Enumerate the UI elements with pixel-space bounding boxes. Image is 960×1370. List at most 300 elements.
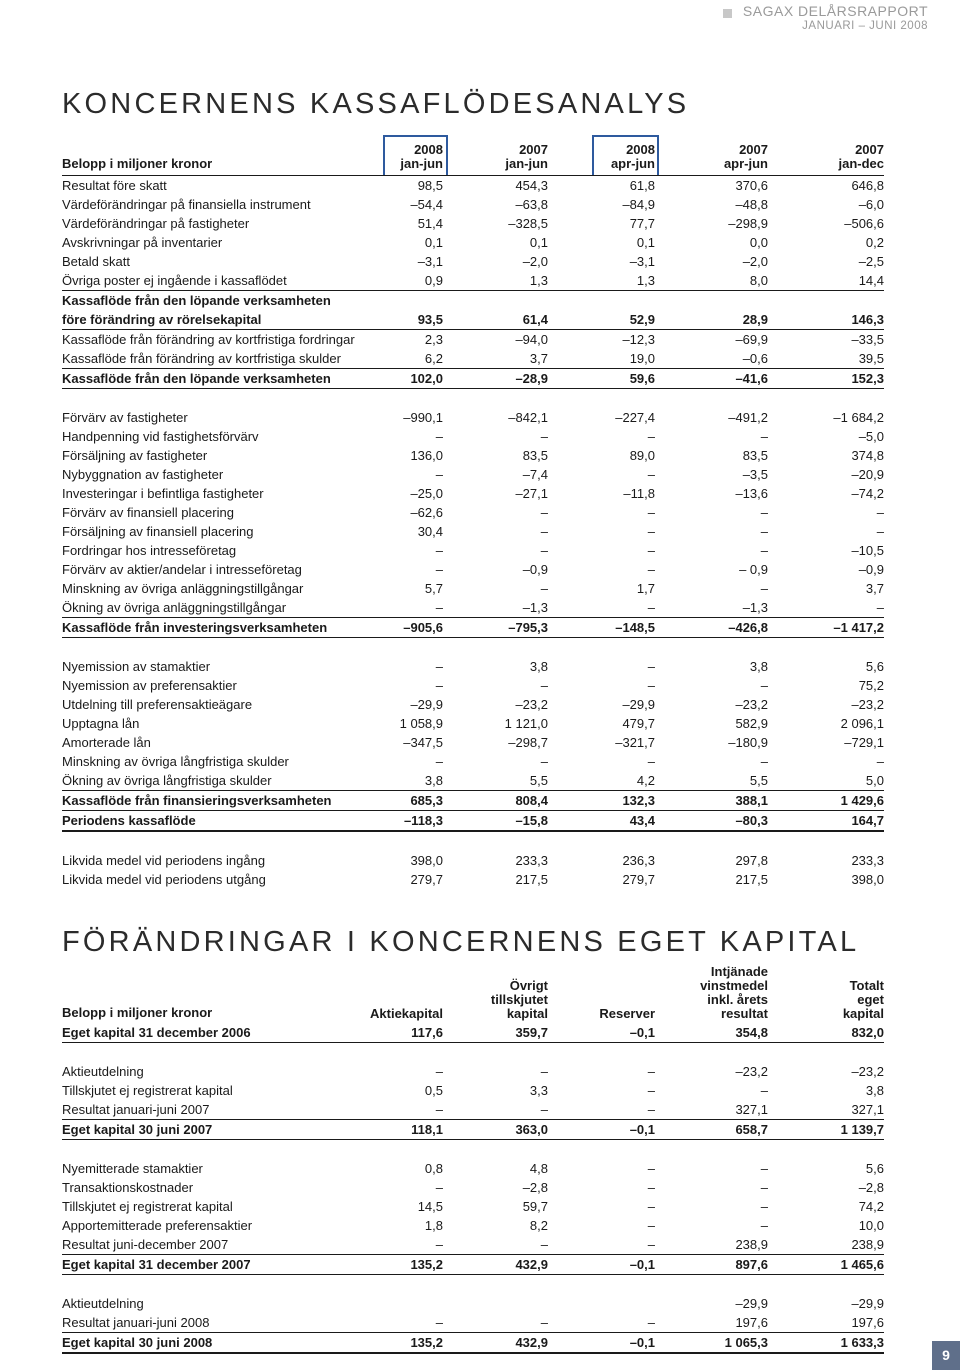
cf-cell-col3: – — [647, 562, 655, 577]
cf-cell-col5: 0,2 — [865, 235, 884, 250]
cf-cell-col3: – — [647, 505, 655, 520]
cf-cell-col2: –63,8 — [515, 197, 548, 212]
equity-column-header-line: kapital — [506, 1006, 548, 1021]
cf-row-label: Kassaflöde från förändring av kortfristiga fordringar — [62, 332, 355, 347]
cf-cell-col2: 1 121,0 — [504, 716, 548, 731]
page-number: 9 — [942, 1347, 950, 1363]
cf-cell-col4: – — [760, 429, 768, 444]
cf-cell-col2: – — [540, 429, 548, 444]
cf-cell-col1: – — [435, 600, 443, 615]
cf-row — [62, 195, 884, 214]
eq-cell-col5: 1 465,6 — [840, 1257, 884, 1272]
cf-row-label: Resultat före skatt — [62, 178, 167, 193]
cf-cell-col5: –2,5 — [858, 254, 884, 269]
cf-row-label: Nyemission av stamaktier — [62, 659, 211, 674]
eq-row — [62, 1313, 884, 1333]
cf-cell-col5: 146,3 — [851, 312, 884, 327]
eq-cell-col5: 10,0 — [858, 1218, 884, 1233]
eq-cell-col3: – — [647, 1161, 655, 1176]
cf-row-label: före förändring av rörelsekapital — [62, 312, 262, 327]
cf-cell-col5: 75,2 — [858, 678, 884, 693]
equity-column-header-line: Intjänade — [710, 964, 768, 979]
eq-cell-col4: 238,9 — [735, 1237, 768, 1252]
eq-cell-col5: 197,6 — [851, 1315, 884, 1330]
column-year: 2007 — [855, 142, 884, 157]
cf-cell-col2: –795,3 — [508, 620, 548, 635]
cf-cell-col2: – — [540, 524, 548, 539]
cashflow-unit-label: Belopp i miljoner kronor — [62, 156, 213, 171]
cf-cell-col4: 3,8 — [749, 659, 768, 674]
cf-cell-col1: –29,9 — [410, 697, 443, 712]
cf-cell-col4: 0,0 — [749, 235, 768, 250]
cf-row-label: Utdelning till preferensaktieägare — [62, 697, 253, 712]
eq-cell-col4: 354,8 — [735, 1025, 768, 1040]
eq-cell-col4: 1 065,3 — [724, 1335, 768, 1350]
cf-row — [62, 714, 884, 733]
eq-cell-col3: – — [647, 1315, 655, 1330]
equity-column-header — [843, 979, 884, 1021]
eq-cell-col2: 3,3 — [529, 1083, 548, 1098]
cf-cell-col4: – 0,9 — [739, 562, 768, 577]
cf-cell-col4: –2,0 — [742, 254, 768, 269]
cf-row — [62, 791, 884, 811]
cf-cell-col4: –48,8 — [735, 197, 768, 212]
cf-cell-col4: –69,9 — [735, 332, 768, 347]
cf-cell-col1: –347,5 — [403, 735, 443, 750]
cf-row — [62, 503, 884, 522]
cf-cell-col2: –27,1 — [515, 486, 548, 501]
eq-cell-col1: 135,2 — [410, 1257, 443, 1272]
cf-cell-col5: –20,9 — [851, 467, 884, 482]
cf-cell-col1: 51,4 — [417, 216, 443, 231]
cf-row — [62, 579, 884, 598]
cf-cell-col5: –33,5 — [851, 332, 884, 347]
cf-cell-col2: –0,9 — [522, 562, 548, 577]
cf-row — [62, 427, 884, 446]
cf-cell-col1: 98,5 — [417, 178, 443, 193]
cf-cell-col2: 3,8 — [529, 659, 548, 674]
equity-column-header — [599, 1007, 655, 1021]
equity-column-header-line: vinstmedel — [700, 978, 768, 993]
column-period: jan-jun — [400, 156, 443, 171]
equity-column-header-line: inkl. årets — [707, 992, 768, 1007]
cf-cell-col4: 582,9 — [735, 716, 768, 731]
cf-cell-col3: 479,7 — [622, 716, 655, 731]
cf-row — [62, 752, 884, 771]
cf-cell-col5: –10,5 — [851, 543, 884, 558]
cf-row — [62, 733, 884, 752]
column-year: 2007 — [519, 142, 548, 157]
cf-cell-col5: –729,1 — [844, 735, 884, 750]
cf-cell-col2: 61,4 — [522, 312, 548, 327]
eq-cell-col4: –29,9 — [735, 1296, 768, 1311]
eq-cell-col1: 118,1 — [411, 1122, 443, 1137]
cf-row-label: Värdeförändringar på fastigheter — [62, 216, 250, 231]
cf-cell-col2: –1,3 — [522, 600, 548, 615]
cf-cell-col4: –41,6 — [735, 371, 768, 386]
cf-row — [62, 676, 884, 695]
cf-cell-col3: – — [647, 429, 655, 444]
eq-row-label: Eget kapital 30 juni 2008 — [62, 1335, 213, 1350]
eq-cell-col3: – — [647, 1180, 655, 1195]
cf-cell-col1: – — [435, 467, 443, 482]
cf-cell-col3: 236,3 — [622, 853, 655, 868]
page-number-badge — [932, 1341, 960, 1370]
cf-cell-col2: – — [540, 543, 548, 558]
cf-row-label: Betald skatt — [62, 254, 130, 269]
column-period: jan-dec — [838, 156, 884, 171]
cf-cell-col5: 374,8 — [851, 448, 884, 463]
eq-cell-col2: 4,8 — [529, 1161, 548, 1176]
cashflow-column-header — [505, 143, 548, 171]
cf-cell-col2: 808,4 — [515, 793, 548, 808]
cf-cell-col5: –6,0 — [858, 197, 884, 212]
cf-cell-col3: 19,0 — [629, 351, 655, 366]
equity-column-header-line: Totalt — [849, 978, 884, 993]
eq-cell-col1: 0,5 — [424, 1083, 443, 1098]
cf-row — [62, 598, 884, 618]
equity-header — [62, 963, 884, 1021]
cf-cell-col3: 132,3 — [622, 793, 655, 808]
cf-cell-col4: –80,3 — [735, 813, 768, 828]
eq-cell-col3: – — [647, 1064, 655, 1079]
cf-cell-col4: –180,9 — [728, 735, 768, 750]
eq-cell-col4: 658,7 — [735, 1122, 768, 1137]
cf-cell-col2: –842,1 — [508, 410, 548, 425]
eq-cell-col1: – — [435, 1064, 443, 1079]
cf-cell-col5: –1 684,2 — [833, 410, 884, 425]
cf-cell-col3: 61,8 — [629, 178, 655, 193]
cf-cell-col4: –0,6 — [742, 351, 768, 366]
eq-cell-col1: – — [435, 1315, 443, 1330]
eq-cell-col4: 197,6 — [735, 1315, 768, 1330]
column-period: jan-jun — [505, 156, 548, 171]
eq-row — [62, 1255, 884, 1275]
cf-cell-col4: – — [760, 581, 768, 596]
eq-cell-col4: – — [760, 1161, 768, 1176]
cf-row-label: Ökning av övriga anläggningstillgångar — [62, 600, 287, 615]
cf-cell-col1: –3,1 — [417, 254, 443, 269]
cf-cell-col2: – — [540, 678, 548, 693]
cf-cell-col4: – — [760, 678, 768, 693]
eq-row-label: Resultat juni-december 2007 — [62, 1237, 229, 1252]
cf-row-label: Kassaflöde från finansieringsverksamheten — [62, 793, 332, 808]
cf-row-label: Minskning av övriga långfristiga skulder — [62, 754, 289, 769]
cf-cell-col2: –15,8 — [515, 813, 548, 828]
cf-cell-col3: – — [647, 467, 655, 482]
cf-cell-col1: – — [435, 754, 443, 769]
cf-cell-col5: 5,6 — [865, 659, 884, 674]
cf-row — [62, 695, 884, 714]
equity-column-header-line: Reserver — [599, 1006, 655, 1021]
cf-cell-col3: 279,7 — [622, 872, 655, 887]
cf-cell-col3: –11,8 — [623, 486, 655, 501]
equity-table — [62, 1023, 884, 1354]
cashflow-column-header — [724, 143, 768, 171]
eq-cell-col3: –0,1 — [629, 1122, 655, 1137]
equity-column-header-line: resultat — [721, 1006, 768, 1021]
eq-cell-col4: 897,6 — [735, 1257, 768, 1272]
cf-cell-col4: 28,9 — [742, 312, 768, 327]
cf-row — [62, 330, 884, 349]
cf-cell-col5: 14,4 — [858, 273, 884, 288]
eq-cell-col5: 5,6 — [865, 1161, 884, 1176]
cf-cell-col3: – — [647, 678, 655, 693]
eq-cell-col2: 59,7 — [522, 1199, 548, 1214]
eq-cell-col2: – — [540, 1315, 548, 1330]
cf-cell-col1: –905,6 — [403, 620, 443, 635]
eq-row-label: Transaktionskostnader — [62, 1180, 194, 1195]
cf-cell-col1: – — [435, 678, 443, 693]
cf-row — [62, 811, 884, 832]
eq-cell-col1: – — [435, 1102, 443, 1117]
cf-cell-col3: –148,5 — [615, 620, 655, 635]
cf-cell-col2: –94,0 — [515, 332, 548, 347]
cf-cell-col1: – — [435, 429, 443, 444]
cashflow-column-header — [400, 143, 443, 171]
eq-cell-col2: – — [540, 1237, 548, 1252]
cf-row — [62, 484, 884, 503]
cf-cell-col1: 102,0 — [410, 371, 443, 386]
eq-cell-col5: –2,8 — [858, 1180, 884, 1195]
cf-cell-col3: 89,0 — [629, 448, 655, 463]
cf-cell-col1: 6,2 — [424, 351, 443, 366]
column-period: apr-jun — [723, 156, 768, 171]
cf-cell-col5: –506,6 — [844, 216, 884, 231]
cashflow-table — [62, 175, 884, 889]
cf-row — [62, 522, 884, 541]
cf-cell-col3: – — [647, 600, 655, 615]
cf-cell-col5: 164,7 — [851, 813, 884, 828]
eq-cell-col5: 327,1 — [851, 1102, 884, 1117]
cf-cell-col1: 136,0 — [410, 448, 443, 463]
eq-cell-col5: 1 139,7 — [840, 1122, 884, 1137]
eq-cell-col4: 327,1 — [735, 1102, 768, 1117]
eq-cell-col1: 1,8 — [424, 1218, 443, 1233]
cf-cell-col1: 30,4 — [417, 524, 443, 539]
eq-row — [62, 1235, 884, 1255]
cf-row-label: Försäljning av fastigheter — [62, 448, 208, 463]
eq-row — [62, 1159, 884, 1178]
cashflow-column-header — [838, 143, 884, 171]
eq-cell-col4: – — [760, 1180, 768, 1195]
cf-cell-col4: – — [760, 524, 768, 539]
cf-cell-col1: –62,6 — [410, 505, 443, 520]
eq-row-label: Tillskjutet ej registrerat kapital — [62, 1083, 233, 1098]
column-period: apr-jun — [610, 156, 655, 171]
cf-cell-col3: –321,7 — [615, 735, 655, 750]
cf-cell-col1: 93,5 — [417, 312, 443, 327]
cf-row-label: Försäljning av finansiell placering — [62, 524, 254, 539]
cf-cell-col1: – — [435, 543, 443, 558]
eq-row-label: Resultat januari-juni 2007 — [62, 1102, 210, 1117]
cf-cell-col4: 370,6 — [735, 178, 768, 193]
cf-cell-col2: – — [540, 505, 548, 520]
eq-row-label: Eget kapital 30 juni 2007 — [62, 1122, 213, 1137]
cf-row-label: Kassaflöde från den löpande verksamheten — [62, 371, 331, 386]
eq-cell-col4: – — [760, 1199, 768, 1214]
cf-row — [62, 233, 884, 252]
cf-cell-col5: 39,5 — [858, 351, 884, 366]
cf-cell-col5: –74,2 — [851, 486, 884, 501]
cf-cell-col5: –23,2 — [851, 697, 884, 712]
cf-row — [62, 175, 884, 195]
cf-row — [62, 271, 884, 291]
cf-cell-col2: –7,4 — [522, 467, 548, 482]
cf-cell-col4: –23,2 — [735, 697, 768, 712]
cf-cell-col4: – — [760, 505, 768, 520]
eq-row-label: Resultat januari-juni 2008 — [62, 1315, 210, 1330]
cf-cell-col4: 5,5 — [749, 773, 768, 788]
eq-row — [62, 1178, 884, 1197]
equity-unit-label: Belopp i miljoner kronor — [62, 1005, 213, 1020]
cf-cell-col1: 0,9 — [424, 273, 443, 288]
cf-row — [62, 870, 884, 889]
cf-row-label: Förvärv av fastigheter — [62, 410, 188, 425]
eq-cell-col2: 363,0 — [515, 1122, 548, 1137]
cf-row — [62, 389, 884, 408]
cf-row-label: Kassaflöde från förändring av kortfristiga skulder — [62, 351, 341, 366]
eq-cell-col1: 14,5 — [417, 1199, 443, 1214]
cf-cell-col3: 59,6 — [629, 371, 655, 386]
eq-cell-col2: 432,9 — [515, 1257, 548, 1272]
eq-cell-col1: – — [435, 1237, 443, 1252]
cf-cell-col2: 0,1 — [529, 235, 548, 250]
cf-row — [62, 465, 884, 484]
eq-cell-col5: –23,2 — [851, 1064, 884, 1079]
cf-cell-col5: 5,0 — [865, 773, 884, 788]
cf-cell-col5: – — [876, 754, 884, 769]
cf-cell-col2: 454,3 — [515, 178, 548, 193]
cf-row — [62, 408, 884, 427]
eq-row-label: Eget kapital 31 december 2006 — [62, 1025, 251, 1040]
cf-row — [62, 349, 884, 369]
cf-row-label: Upptagna lån — [62, 716, 140, 731]
eq-row — [62, 1120, 884, 1140]
cf-cell-col1: –990,1 — [403, 410, 443, 425]
cf-cell-col1: 1 058,9 — [399, 716, 443, 731]
cf-cell-col3: –29,9 — [622, 697, 655, 712]
cf-cell-col5: 233,3 — [851, 853, 884, 868]
cf-cell-col3: – — [647, 524, 655, 539]
cf-cell-col5: –0,9 — [858, 562, 884, 577]
cf-row — [62, 446, 884, 465]
eq-cell-col2: 432,9 — [515, 1335, 548, 1350]
cf-cell-col4: –13,6 — [735, 486, 768, 501]
cf-cell-col3: 0,1 — [636, 235, 655, 250]
cf-cell-col4: 8,0 — [749, 273, 768, 288]
cf-row-label: Övriga poster ej ingående i kassaflödet — [62, 273, 287, 288]
cf-row — [62, 771, 884, 791]
eq-row-label: Aktieutdelning — [62, 1296, 144, 1311]
eq-cell-col3: – — [647, 1237, 655, 1252]
cf-row-label: Kassaflöde från den löpande verksamheten — [62, 293, 331, 308]
eq-cell-col5: 1 633,3 — [840, 1335, 884, 1350]
cf-cell-col5: – — [876, 600, 884, 615]
report-title: SAGAX DELÅRSRAPPORT — [742, 3, 928, 19]
eq-cell-col4: –23,2 — [735, 1064, 768, 1079]
cf-cell-col2: 233,3 — [515, 853, 548, 868]
eq-row-label: Eget kapital 31 december 2007 — [62, 1257, 251, 1272]
eq-cell-col1: 0,8 — [424, 1161, 443, 1176]
cf-cell-col4: –298,9 — [728, 216, 768, 231]
cf-cell-col5: 3,7 — [865, 581, 884, 596]
cf-cell-col5: 2 096,1 — [840, 716, 884, 731]
cf-row — [62, 851, 884, 870]
eq-row — [62, 1140, 884, 1159]
equity-column-header — [700, 965, 768, 1021]
cf-row — [62, 618, 884, 638]
cf-row-label: Kassaflöde från investeringsverksamheten — [62, 620, 328, 635]
cf-cell-col3: –227,4 — [615, 410, 655, 425]
cf-cell-col5: 398,0 — [851, 872, 884, 887]
cf-cell-col4: –1,3 — [742, 600, 768, 615]
cf-row-label: Förvärv av finansiell placering — [62, 505, 234, 520]
cf-cell-col1: –118,3 — [403, 813, 443, 828]
cf-row-label: Handpenning vid fastighetsförvärv — [62, 429, 259, 444]
cf-cell-col4: 217,5 — [735, 872, 768, 887]
cf-row-label: Fordringar hos intresseföretag — [62, 543, 237, 558]
cf-cell-col2: 217,5 — [515, 872, 548, 887]
header-square-icon — [723, 9, 732, 18]
cf-row — [62, 657, 884, 676]
cf-row-label: Investeringar i befintliga fastigheter — [62, 486, 264, 501]
cf-row — [62, 560, 884, 579]
cf-cell-col1: 279,7 — [410, 872, 443, 887]
eq-cell-col3: – — [647, 1102, 655, 1117]
eq-cell-col2: –2,8 — [522, 1180, 548, 1195]
eq-cell-col3: –0,1 — [629, 1257, 655, 1272]
eq-cell-col3: – — [647, 1083, 655, 1098]
cf-row — [62, 310, 884, 330]
cf-cell-col3: 1,7 — [636, 581, 655, 596]
cf-cell-col2: –28,9 — [515, 371, 548, 386]
cashflow-header — [62, 143, 884, 173]
cf-cell-col4: –426,8 — [728, 620, 768, 635]
eq-cell-col3: – — [647, 1218, 655, 1233]
cf-cell-col4: –491,2 — [728, 410, 768, 425]
cf-cell-col5: –5,0 — [858, 429, 884, 444]
cf-row-label: Periodens kassaflöde — [62, 813, 196, 828]
eq-cell-col1: 135,2 — [410, 1335, 443, 1350]
cf-cell-col1: –25,0 — [410, 486, 443, 501]
equity-column-header-line: tillskjutet — [490, 992, 548, 1007]
cf-row-label: Nybyggnation av fastigheter — [62, 467, 224, 482]
eq-row — [62, 1197, 884, 1216]
cf-cell-col1: –54,4 — [410, 197, 443, 212]
equity-section-title: FÖRÄNDRINGAR I KONCERNENS EGET KAPITAL — [62, 926, 860, 958]
cf-row — [62, 369, 884, 389]
eq-cell-col5: 832,0 — [851, 1025, 884, 1040]
cf-row-label: Förvärv av aktier/andelar i intresseföretag — [62, 562, 302, 577]
cf-row — [62, 214, 884, 233]
cf-cell-col2: –328,5 — [508, 216, 548, 231]
cf-cell-col3: –84,9 — [622, 197, 655, 212]
eq-cell-col3: – — [647, 1199, 655, 1214]
eq-cell-col3: –0,1 — [629, 1335, 655, 1350]
eq-row-label: Tillskjutet ej registrerat kapital — [62, 1199, 233, 1214]
eq-row — [62, 1216, 884, 1235]
cashflow-column-header — [611, 143, 655, 171]
cf-cell-col1: 398,0 — [410, 853, 443, 868]
cf-cell-col5: 646,8 — [851, 178, 884, 193]
cf-cell-col3: 1,3 — [636, 273, 655, 288]
eq-row — [62, 1275, 884, 1294]
eq-cell-col1: 117,6 — [411, 1025, 443, 1040]
cf-cell-col3: 77,7 — [629, 216, 655, 231]
cf-row-label: Nyemission av preferensaktier — [62, 678, 237, 693]
eq-cell-col5: 74,2 — [858, 1199, 884, 1214]
